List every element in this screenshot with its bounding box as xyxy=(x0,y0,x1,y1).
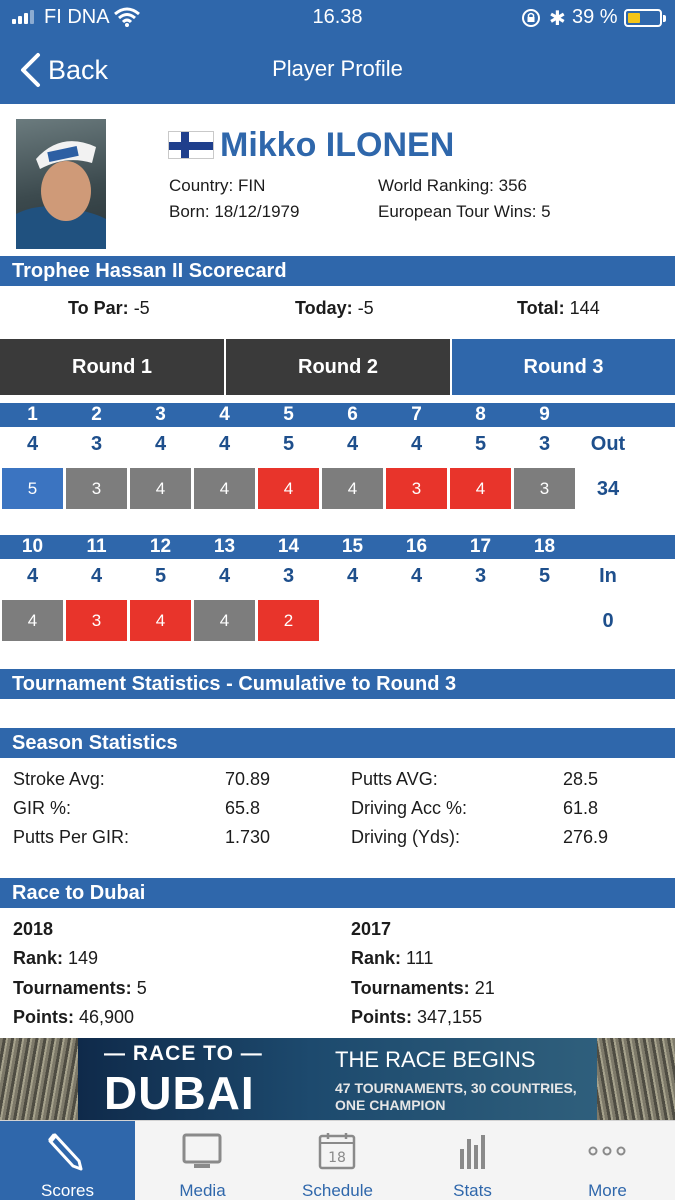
hole-number: 17 xyxy=(469,536,492,557)
bar-chart-icon xyxy=(452,1131,492,1171)
bottom-tab-bar xyxy=(0,1120,675,1200)
hole-par: 5 xyxy=(474,433,487,455)
tournaments-label: Tournaments: xyxy=(351,978,470,998)
today-value: -5 xyxy=(357,298,374,318)
in-total: 0 xyxy=(602,610,614,632)
hole-number: 6 xyxy=(347,404,358,425)
stat-label: Putts Per GIR: xyxy=(13,827,130,847)
hole-number: 16 xyxy=(405,536,428,557)
hole-number: 3 xyxy=(155,404,166,425)
hole-number: 5 xyxy=(283,404,294,425)
banner-line-1: 47 TOURNAMENTS, 30 COUNTRIES, xyxy=(335,1080,577,1096)
hole-par: 4 xyxy=(218,433,231,455)
hole-score: 4 xyxy=(194,600,255,641)
race-year: 2018 xyxy=(13,919,54,939)
player-photo xyxy=(16,119,106,249)
calendar-icon xyxy=(317,1131,357,1171)
front-nine-hole-numbers xyxy=(0,403,675,427)
battery-icon xyxy=(624,9,662,27)
race-points xyxy=(351,1007,482,1028)
hole-score: 4 xyxy=(2,600,63,641)
hole-score: 3 xyxy=(386,468,447,509)
hole-score: 4 xyxy=(130,600,191,641)
hole-par: 4 xyxy=(154,433,167,455)
hole-par: 4 xyxy=(410,565,423,587)
tab-round-1[interactable]: Round 1 xyxy=(0,339,224,395)
battery-percent: 39 % xyxy=(572,6,618,28)
hole-number: 12 xyxy=(149,536,172,557)
banner-race-to: — RACE TO — xyxy=(104,1042,263,1065)
monitor-icon xyxy=(182,1131,222,1171)
hole-par: 4 xyxy=(90,565,103,587)
stat-value: 28.5 xyxy=(563,769,599,789)
front-nine-scores xyxy=(0,468,675,509)
hole-number: 18 xyxy=(533,536,556,557)
season-stats-title: Season Statistics xyxy=(0,728,675,758)
stat-value: 1.730 xyxy=(225,827,271,847)
to-par-label: To Par: xyxy=(68,298,129,318)
hole-number: 13 xyxy=(213,536,236,557)
player-country: Country: FIN xyxy=(169,176,266,195)
bluetooth-icon: ✱ xyxy=(549,8,566,30)
stat-value: 65.8 xyxy=(225,798,261,818)
player-world-ranking: World Ranking: 356 xyxy=(378,176,527,195)
finland-flag-icon xyxy=(168,131,214,159)
stat-label: Stroke Avg: xyxy=(13,769,105,789)
to-par xyxy=(68,298,150,319)
total-label: Total: xyxy=(517,298,565,318)
hole-number: 7 xyxy=(411,404,422,425)
hole-par: 4 xyxy=(218,565,231,587)
round-tabs xyxy=(0,339,675,395)
player-born: Born: 18/12/1979 xyxy=(169,202,300,221)
hole-par: 4 xyxy=(346,433,359,455)
calendar-day: 18 xyxy=(328,1150,346,1166)
tournaments-label: Tournaments: xyxy=(13,978,132,998)
tab-label: Schedule xyxy=(302,1181,373,1200)
pencil-icon xyxy=(47,1131,87,1171)
out-total: 34 xyxy=(596,478,620,500)
hole-number: 14 xyxy=(277,536,300,557)
stat-label: Driving Acc %: xyxy=(351,798,468,818)
back-label: Back xyxy=(48,54,109,85)
tournaments-value: 21 xyxy=(474,978,495,998)
stat-value: 276.9 xyxy=(563,827,609,847)
hole-score: 3 xyxy=(66,600,127,641)
hole-par: 4 xyxy=(410,433,423,455)
hole-score: 3 xyxy=(514,468,575,509)
back-nine-scores xyxy=(0,600,675,641)
points-label: Points: xyxy=(351,1007,412,1027)
race-tournaments xyxy=(351,978,495,999)
scorecard-totals xyxy=(0,286,675,330)
stat-label: Driving (Yds): xyxy=(351,827,461,847)
banner-dubai: DUBAI xyxy=(104,1067,255,1119)
race-tournaments xyxy=(13,978,147,999)
points-label: Points: xyxy=(13,1007,74,1027)
hole-score: 4 xyxy=(258,468,319,509)
race-year: 2017 xyxy=(351,919,392,939)
race-points xyxy=(13,1007,134,1028)
rank-value: 111 xyxy=(406,948,434,968)
hole-number: 2 xyxy=(91,404,102,425)
stat-value: 70.89 xyxy=(225,769,271,789)
tab-schedule[interactable] xyxy=(270,1121,405,1200)
hole-number: 1 xyxy=(27,404,38,425)
stat-label: GIR %: xyxy=(13,798,72,818)
hole-number: 8 xyxy=(475,404,486,425)
hole-score: 3 xyxy=(66,468,127,509)
tab-label: Media xyxy=(179,1181,226,1200)
carrier-name: FI DNA xyxy=(44,6,110,28)
tab-label: Stats xyxy=(453,1181,492,1200)
tab-stats[interactable] xyxy=(405,1121,540,1200)
hole-score: 4 xyxy=(130,468,191,509)
hole-score: 4 xyxy=(194,468,255,509)
app-header xyxy=(0,0,675,104)
out-label: Out xyxy=(590,433,626,455)
race-rank xyxy=(351,948,433,969)
race-rank xyxy=(13,948,98,969)
player-name: Mikko ILONEN xyxy=(220,126,455,164)
tab-round-2[interactable]: Round 2 xyxy=(226,339,450,395)
back-nine-hole-numbers xyxy=(0,535,675,559)
player-profile xyxy=(0,104,675,256)
scorecard-title: Trophee Hassan II Scorecard xyxy=(0,256,675,286)
points-value: 347,155 xyxy=(417,1007,483,1027)
hole-number: 4 xyxy=(219,404,230,425)
rank-label: Rank: xyxy=(13,948,64,968)
hole-par: 4 xyxy=(26,433,39,455)
tab-media[interactable] xyxy=(135,1121,270,1200)
stat-value: 61.8 xyxy=(563,798,599,818)
tab-more[interactable] xyxy=(540,1121,675,1200)
hole-par: 5 xyxy=(154,565,167,587)
race-to-dubai-title: Race to Dubai xyxy=(0,878,675,908)
hole-par: 3 xyxy=(90,433,103,455)
tab-round-3[interactable]: Round 3 xyxy=(452,339,675,395)
status-bar xyxy=(0,0,675,36)
page-title: Player Profile xyxy=(272,56,403,81)
race-to-dubai-banner-ad[interactable] xyxy=(0,1038,675,1120)
tournament-stats-title: Tournament Statistics - Cumulative to Round 3 xyxy=(0,669,675,699)
banner-headline: THE RACE BEGINS xyxy=(335,1047,536,1072)
hole-par: 3 xyxy=(282,565,295,587)
tab-label: More xyxy=(588,1181,627,1200)
in-label: In xyxy=(599,565,617,587)
hole-par: 5 xyxy=(282,433,295,455)
hole-number: 9 xyxy=(539,404,550,425)
hole-par: 3 xyxy=(538,433,551,455)
hole-par: 3 xyxy=(474,565,487,587)
rank-value: 149 xyxy=(68,948,99,968)
stat-label: Putts AVG: xyxy=(351,769,438,789)
hole-score: 4 xyxy=(322,468,383,509)
hole-par: 4 xyxy=(346,565,359,587)
hole-number: 10 xyxy=(21,536,44,557)
hole-par: 4 xyxy=(26,565,39,587)
tab-label: Scores xyxy=(41,1181,94,1200)
more-dots-icon xyxy=(587,1131,627,1171)
hole-score: 5 xyxy=(2,468,63,509)
banner-line-2: ONE CHAMPION xyxy=(335,1097,446,1113)
rotation-lock-icon xyxy=(520,7,542,29)
to-par-value: -5 xyxy=(133,298,150,318)
hole-score: 4 xyxy=(450,468,511,509)
total xyxy=(517,298,600,319)
back-nine-pars xyxy=(0,565,675,591)
rank-label: Rank: xyxy=(351,948,402,968)
front-nine-pars xyxy=(0,433,675,459)
hole-number: 15 xyxy=(341,536,364,557)
clock: 16.38 xyxy=(312,6,363,28)
hole-par: 5 xyxy=(538,565,551,587)
tournaments-value: 5 xyxy=(136,978,147,998)
points-value: 46,900 xyxy=(79,1007,135,1027)
player-tour-wins: European Tour Wins: 5 xyxy=(378,202,551,221)
today xyxy=(295,298,374,319)
total-value: 144 xyxy=(569,298,600,318)
tab-scores[interactable] xyxy=(0,1121,135,1200)
today-label: Today: xyxy=(295,298,353,318)
hole-number: 11 xyxy=(86,536,107,557)
hole-score: 2 xyxy=(258,600,319,641)
